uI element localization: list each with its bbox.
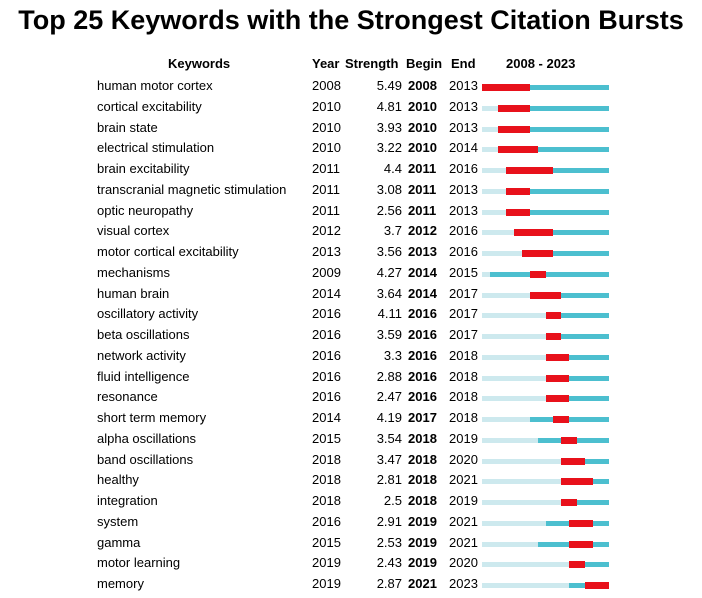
header-year: Year [312, 56, 340, 71]
inactive-period [482, 272, 490, 277]
end-value: 2014 [449, 140, 478, 156]
burst-bar [569, 541, 593, 548]
inactive-period [482, 251, 522, 256]
keyword-label: fluid intelligence [97, 368, 190, 384]
end-value: 2017 [449, 285, 478, 301]
end-value: 2017 [449, 306, 478, 322]
begin-value: 2008 [408, 78, 437, 93]
strength-value: 4.81 [376, 98, 402, 114]
inactive-period [482, 459, 561, 464]
year-value: 2012 [312, 223, 341, 239]
burst-bar [514, 229, 554, 236]
end-value: 2021 [449, 513, 478, 529]
inactive-period [482, 376, 546, 381]
strength-value: 2.53 [376, 534, 402, 550]
year-value: 2008 [312, 78, 341, 93]
begin-value: 2016 [408, 347, 437, 363]
keyword-label: visual cortex [97, 223, 170, 239]
begin-value: 2011 [408, 202, 437, 218]
end-value: 2023 [449, 576, 478, 591]
year-value: 2014 [312, 285, 341, 301]
keyword-label: motor cortical excitability [97, 244, 239, 259]
strength-value: 2.88 [376, 368, 402, 384]
keyword-label: system [97, 513, 139, 529]
year-value: 2018 [312, 472, 341, 488]
burst-bar [561, 437, 577, 444]
begin-value: 2016 [408, 389, 437, 405]
inactive-period [482, 521, 546, 526]
inactive-period [482, 417, 530, 422]
keyword-label: short term memory [97, 410, 207, 425]
strength-value: 3.56 [376, 244, 402, 259]
strength-value: 3.59 [376, 327, 402, 342]
strength-value: 3.93 [376, 119, 402, 135]
end-value: 2016 [449, 161, 478, 176]
burst-bar [553, 416, 569, 423]
header-keywords: Keywords [168, 56, 231, 71]
keyword-label: human brain [97, 285, 170, 301]
begin-value: 2013 [408, 244, 437, 259]
burst-bar [569, 520, 593, 527]
begin-value: 2018 [408, 472, 437, 488]
keyword-label: brain state [97, 119, 158, 135]
year-value: 2014 [312, 410, 341, 425]
strength-value: 2.81 [376, 472, 402, 488]
end-value: 2016 [449, 244, 478, 259]
inactive-period [482, 583, 569, 588]
end-value: 2019 [449, 493, 478, 508]
inactive-period [482, 500, 561, 505]
inactive-period [482, 168, 506, 173]
inactive-period [482, 189, 506, 194]
end-value: 2013 [449, 119, 478, 135]
year-value: 2019 [312, 576, 341, 591]
keyword-label: beta oscillations [97, 327, 190, 342]
keyword-label: cortical excitability [97, 98, 202, 114]
strength-value: 2.5 [383, 493, 402, 508]
year-value: 2018 [312, 493, 341, 508]
burst-bar [561, 499, 577, 506]
keyword-label: alpha oscillations [97, 430, 197, 446]
keyword-label: optic neuropathy [97, 202, 194, 218]
year-value: 2011 [312, 181, 340, 197]
strength-value: 3.3 [383, 347, 402, 363]
end-value: 2018 [449, 368, 478, 384]
strength-value: 4.19 [376, 410, 402, 425]
end-value: 2013 [449, 98, 478, 114]
chart-title: Top 25 Keywords with the Strongest Citation Bursts [18, 5, 684, 35]
begin-value: 2011 [408, 161, 437, 176]
begin-value: 2019 [408, 534, 437, 550]
strength-value: 2.47 [376, 389, 402, 405]
inactive-period [482, 293, 530, 298]
end-value: 2016 [449, 223, 478, 239]
year-value: 2015 [312, 534, 341, 550]
strength-value: 2.56 [376, 202, 402, 218]
year-value: 2016 [312, 368, 341, 384]
begin-value: 2018 [408, 451, 437, 467]
strength-value: 5.49 [376, 78, 402, 93]
keyword-label: oscillatory activity [97, 306, 199, 322]
end-value: 2015 [449, 264, 478, 280]
strength-value: 4.4 [383, 161, 402, 176]
strength-value: 2.43 [376, 555, 402, 571]
keyword-label: healthy [97, 472, 139, 488]
year-value: 2010 [312, 140, 341, 156]
year-value: 2016 [312, 347, 341, 363]
year-value: 2011 [312, 202, 340, 218]
burst-bar [561, 478, 593, 485]
strength-value: 4.11 [377, 306, 402, 322]
inactive-period [482, 542, 538, 547]
keyword-label: transcranial magnetic stimulation [97, 181, 287, 197]
header-end: End [451, 56, 476, 71]
end-value: 2021 [449, 534, 478, 550]
header-begin: Begin [406, 56, 443, 71]
begin-value: 2019 [408, 555, 437, 571]
keyword-label: resonance [97, 389, 158, 405]
begin-value: 2016 [408, 306, 437, 322]
burst-bar [498, 146, 538, 153]
end-value: 2018 [449, 347, 478, 363]
begin-value: 2018 [408, 493, 437, 508]
year-value: 2009 [312, 264, 341, 280]
active-period [490, 272, 609, 277]
begin-value: 2021 [408, 576, 437, 591]
burst-bar [506, 167, 554, 174]
begin-value: 2016 [408, 327, 437, 342]
burst-bar [546, 312, 562, 319]
burst-bar [561, 458, 585, 465]
begin-value: 2016 [408, 368, 437, 384]
burst-bar [569, 561, 585, 568]
year-value: 2010 [312, 98, 341, 114]
begin-value: 2010 [408, 98, 437, 114]
year-value: 2013 [312, 244, 341, 259]
begin-value: 2011 [408, 181, 437, 197]
burst-bar [546, 354, 570, 361]
burst-bar [585, 582, 609, 589]
strength-value: 3.7 [383, 223, 402, 239]
burst-bar [498, 126, 530, 133]
keyword-label: mechanisms [97, 264, 170, 280]
header-range: 2008 - 2023 [506, 56, 576, 71]
end-value: 2021 [449, 472, 478, 488]
burst-bar [498, 105, 530, 112]
keyword-label: memory [97, 576, 144, 591]
year-value: 2010 [312, 119, 341, 135]
strength-value: 2.87 [376, 576, 402, 591]
end-value: 2013 [449, 202, 478, 218]
strength-value: 3.47 [376, 451, 402, 467]
inactive-period [482, 396, 546, 401]
inactive-period [482, 334, 546, 339]
year-value: 2016 [312, 327, 341, 342]
begin-value: 2014 [408, 285, 437, 301]
active-period [530, 417, 609, 422]
year-value: 2015 [312, 430, 341, 446]
strength-value: 4.27 [376, 264, 402, 280]
burst-bar [522, 250, 554, 257]
strength-value: 3.54 [376, 430, 402, 446]
header-strength: Strength [345, 56, 399, 71]
year-value: 2011 [312, 161, 340, 176]
burst-bar [506, 188, 530, 195]
end-value: 2018 [449, 410, 478, 425]
burst-bar [482, 84, 530, 91]
strength-value: 3.22 [376, 140, 402, 156]
end-value: 2020 [449, 451, 478, 467]
keyword-label: human motor cortex [97, 78, 213, 93]
burst-bar [546, 333, 562, 340]
inactive-period [482, 210, 506, 215]
inactive-period [482, 355, 546, 360]
end-value: 2013 [449, 181, 478, 197]
year-value: 2018 [312, 451, 341, 467]
burst-bar [506, 209, 530, 216]
begin-value: 2010 [408, 119, 437, 135]
begin-value: 2017 [408, 410, 437, 425]
end-value: 2019 [449, 430, 478, 446]
inactive-period [482, 562, 569, 567]
keyword-label: integration [97, 493, 158, 508]
end-value: 2013 [449, 78, 478, 93]
inactive-period [482, 438, 538, 443]
strength-value: 2.91 [376, 513, 402, 529]
inactive-period [482, 479, 561, 484]
year-value: 2016 [312, 513, 341, 529]
burst-bar [546, 395, 570, 402]
keyword-label: network activity [97, 347, 186, 363]
inactive-period [482, 106, 498, 111]
inactive-period [482, 230, 514, 235]
year-value: 2016 [312, 306, 341, 322]
begin-value: 2018 [408, 430, 437, 446]
inactive-period [482, 147, 498, 152]
begin-value: 2010 [408, 140, 437, 156]
inactive-period [482, 127, 498, 132]
year-value: 2019 [312, 555, 341, 571]
begin-value: 2014 [408, 264, 437, 280]
begin-value: 2012 [408, 223, 437, 239]
end-value: 2020 [449, 555, 478, 571]
keyword-label: electrical stimulation [97, 140, 215, 156]
burst-bar [530, 292, 562, 299]
burst-bar [530, 271, 546, 278]
keyword-label: band oscillations [97, 451, 194, 467]
begin-value: 2019 [408, 513, 437, 529]
year-value: 2016 [312, 389, 341, 405]
inactive-period [482, 313, 546, 318]
end-value: 2018 [449, 389, 478, 405]
keyword-label: brain excitability [97, 161, 190, 176]
strength-value: 3.64 [376, 285, 402, 301]
burst-bar [546, 375, 570, 382]
strength-value: 3.08 [376, 181, 402, 197]
keyword-label: gamma [97, 534, 141, 550]
end-value: 2017 [449, 327, 478, 342]
keyword-label: motor learning [97, 555, 181, 571]
